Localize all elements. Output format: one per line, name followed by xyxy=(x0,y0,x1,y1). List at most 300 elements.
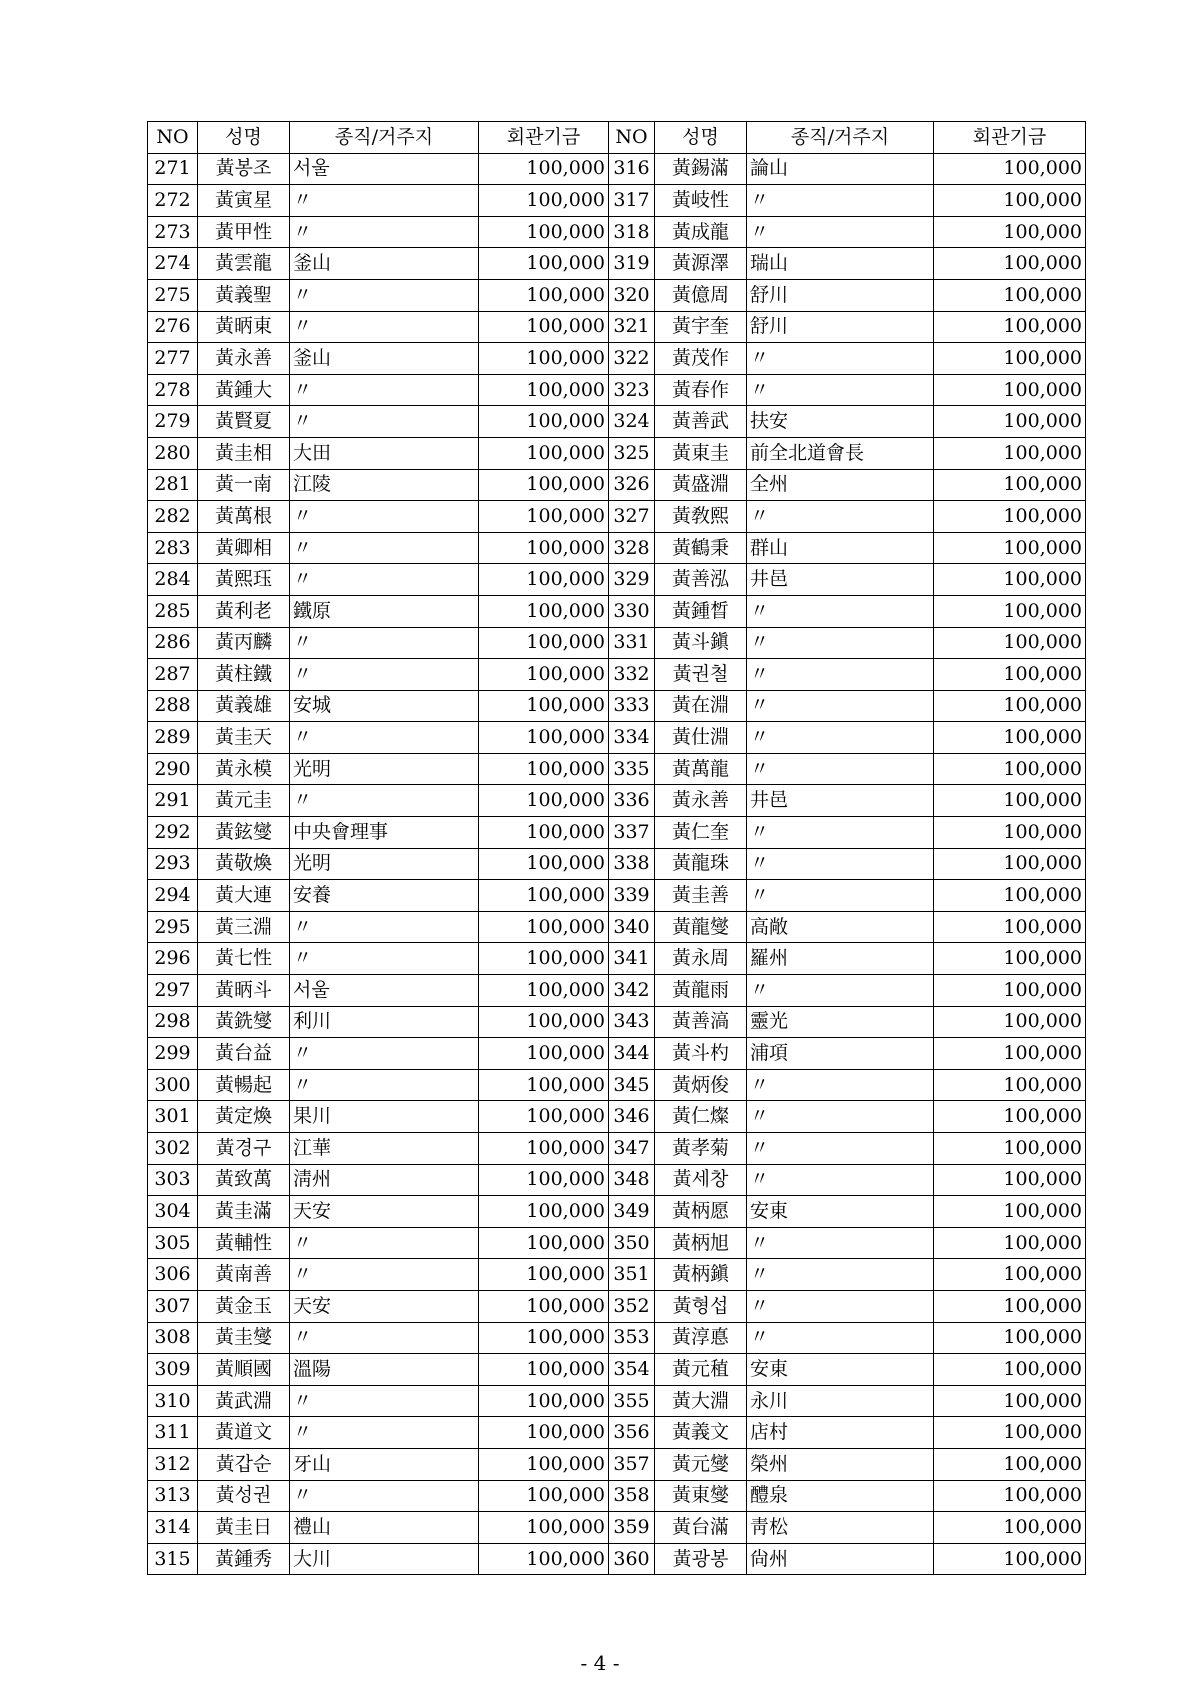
table-row xyxy=(148,659,1086,691)
cell-fund: 100,000 xyxy=(934,437,1086,469)
cell-location: 禮山 xyxy=(290,1512,479,1544)
cell-name: 黃경구 xyxy=(198,1133,290,1165)
cell-name: 黃龍珠 xyxy=(655,848,747,880)
cell-name: 黃善滈 xyxy=(655,1006,747,1038)
cell-fund: 100,000 xyxy=(479,469,609,501)
cell-fund: 100,000 xyxy=(479,975,609,1007)
cell-no: 304 xyxy=(148,1196,198,1228)
cell-no: 343 xyxy=(609,1006,655,1038)
cell-no: 275 xyxy=(148,279,198,311)
cell-no: 329 xyxy=(609,564,655,596)
cell-fund: 100,000 xyxy=(479,1069,609,1101)
cell-name: 黃茂作 xyxy=(655,343,747,375)
cell-fund: 100,000 xyxy=(934,248,1086,280)
cell-fund: 100,000 xyxy=(934,1448,1086,1480)
cell-fund: 100,000 xyxy=(479,1133,609,1165)
cell-fund: 100,000 xyxy=(479,216,609,248)
cell-fund: 100,000 xyxy=(934,374,1086,406)
cell-no: 299 xyxy=(148,1038,198,1070)
cell-location: 〃 xyxy=(747,1164,934,1196)
cell-no: 294 xyxy=(148,880,198,912)
cell-name: 黃仁燦 xyxy=(655,1101,747,1133)
cell-name: 黃銑燮 xyxy=(198,1006,290,1038)
table-row xyxy=(148,1069,1086,1101)
cell-location: 靑松 xyxy=(747,1512,934,1544)
cell-name: 黃권철 xyxy=(655,659,747,691)
cell-fund: 100,000 xyxy=(479,1322,609,1354)
cell-no: 298 xyxy=(148,1006,198,1038)
cell-location: 〃 xyxy=(290,1417,479,1449)
cell-name: 黃利老 xyxy=(198,595,290,627)
cell-location: 扶安 xyxy=(747,406,934,438)
cell-fund: 100,000 xyxy=(479,185,609,217)
cell-location: 永川 xyxy=(747,1385,934,1417)
table-row xyxy=(148,1290,1086,1322)
cell-location: 論山 xyxy=(747,153,934,185)
table-row xyxy=(148,374,1086,406)
table-row xyxy=(148,722,1086,754)
cell-fund: 100,000 xyxy=(934,753,1086,785)
cell-name: 黃義雄 xyxy=(198,690,290,722)
table-row xyxy=(148,279,1086,311)
cell-no: 300 xyxy=(148,1069,198,1101)
cell-no: 336 xyxy=(609,785,655,817)
cell-location: 〃 xyxy=(747,343,934,375)
cell-fund: 100,000 xyxy=(479,564,609,596)
cell-fund: 100,000 xyxy=(479,595,609,627)
cell-location: 尙州 xyxy=(747,1543,934,1575)
cell-fund: 100,000 xyxy=(934,975,1086,1007)
cell-fund: 100,000 xyxy=(934,1512,1086,1544)
cell-fund: 100,000 xyxy=(934,785,1086,817)
cell-fund: 100,000 xyxy=(479,1385,609,1417)
cell-location: 牙山 xyxy=(290,1448,479,1480)
cell-location: 〃 xyxy=(747,753,934,785)
table-row xyxy=(148,975,1086,1007)
cell-name: 黃斗鎭 xyxy=(655,627,747,659)
cell-location: 〃 xyxy=(747,627,934,659)
cell-location: 〃 xyxy=(747,1290,934,1322)
cell-location: 〃 xyxy=(747,1259,934,1291)
table-row xyxy=(148,1543,1086,1575)
cell-no: 345 xyxy=(609,1069,655,1101)
cell-fund: 100,000 xyxy=(479,817,609,849)
table-row xyxy=(148,1385,1086,1417)
cell-name: 黃南善 xyxy=(198,1259,290,1291)
cell-fund: 100,000 xyxy=(934,1196,1086,1228)
cell-name: 黃炳俊 xyxy=(655,1069,747,1101)
cell-location: 〃 xyxy=(747,216,934,248)
cell-no: 349 xyxy=(609,1196,655,1228)
table-header xyxy=(148,122,1086,154)
cell-no: 307 xyxy=(148,1290,198,1322)
cell-name: 黃광봉 xyxy=(655,1543,747,1575)
cell-location: 〃 xyxy=(747,374,934,406)
cell-no: 289 xyxy=(148,722,198,754)
table-row xyxy=(148,1038,1086,1070)
cell-name: 黃丙麟 xyxy=(198,627,290,659)
cell-no: 314 xyxy=(148,1512,198,1544)
cell-location: 〃 xyxy=(290,501,479,533)
cell-no: 347 xyxy=(609,1133,655,1165)
cell-no: 339 xyxy=(609,880,655,912)
table-row xyxy=(148,343,1086,375)
cell-no: 358 xyxy=(609,1480,655,1512)
cell-no: 337 xyxy=(609,817,655,849)
cell-location: 榮州 xyxy=(747,1448,934,1480)
cell-location: 果川 xyxy=(290,1101,479,1133)
cell-no: 344 xyxy=(609,1038,655,1070)
cell-no: 351 xyxy=(609,1259,655,1291)
cell-name: 黃成龍 xyxy=(655,216,747,248)
cell-location: 〃 xyxy=(290,1322,479,1354)
cell-name: 黃鍾秀 xyxy=(198,1543,290,1575)
cell-name: 黃善武 xyxy=(655,406,747,438)
cell-location: 서울 xyxy=(290,153,479,185)
cell-location: 井邑 xyxy=(747,564,934,596)
cell-no: 315 xyxy=(148,1543,198,1575)
cell-location: 〃 xyxy=(290,374,479,406)
cell-location: 溫陽 xyxy=(290,1354,479,1386)
cell-name: 黃台益 xyxy=(198,1038,290,1070)
table-row xyxy=(148,690,1086,722)
cell-name: 黃大連 xyxy=(198,880,290,912)
cell-location: 〃 xyxy=(747,975,934,1007)
cell-name: 黃台滿 xyxy=(655,1512,747,1544)
cell-name: 黃圭善 xyxy=(655,880,747,912)
cell-location: 利川 xyxy=(290,1006,479,1038)
cell-no: 288 xyxy=(148,690,198,722)
cell-name: 黃錫滿 xyxy=(655,153,747,185)
cell-no: 308 xyxy=(148,1322,198,1354)
cell-no: 330 xyxy=(609,595,655,627)
table-row xyxy=(148,1512,1086,1544)
cell-fund: 100,000 xyxy=(934,1069,1086,1101)
cell-fund: 100,000 xyxy=(479,1196,609,1228)
cell-name: 黃형섭 xyxy=(655,1290,747,1322)
cell-location: 醴泉 xyxy=(747,1480,934,1512)
cell-fund: 100,000 xyxy=(479,1512,609,1544)
cell-location: 全州 xyxy=(747,469,934,501)
cell-no: 309 xyxy=(148,1354,198,1386)
cell-name: 黃敎熙 xyxy=(655,501,747,533)
cell-no: 341 xyxy=(609,943,655,975)
cell-name: 黃輔性 xyxy=(198,1227,290,1259)
table-row xyxy=(148,1227,1086,1259)
cell-location: 前全北道會長 xyxy=(747,437,934,469)
cell-fund: 100,000 xyxy=(479,501,609,533)
cell-location: 光明 xyxy=(290,848,479,880)
header-row xyxy=(148,122,1086,154)
cell-name: 黃盛淵 xyxy=(655,469,747,501)
cell-fund: 100,000 xyxy=(479,343,609,375)
cell-fund: 100,000 xyxy=(934,311,1086,343)
cell-no: 360 xyxy=(609,1543,655,1575)
cell-name: 黃圭滿 xyxy=(198,1196,290,1228)
cell-fund: 100,000 xyxy=(934,279,1086,311)
cell-location: 天安 xyxy=(290,1290,479,1322)
cell-name: 黃鉉燮 xyxy=(198,817,290,849)
cell-name: 黃義聖 xyxy=(198,279,290,311)
cell-name: 黃金玉 xyxy=(198,1290,290,1322)
table-row xyxy=(148,753,1086,785)
cell-fund: 100,000 xyxy=(479,1164,609,1196)
cell-fund: 100,000 xyxy=(934,1038,1086,1070)
cell-location: 〃 xyxy=(290,1385,479,1417)
table-row xyxy=(148,532,1086,564)
cell-name: 黃圭日 xyxy=(198,1512,290,1544)
cell-name: 黃元燮 xyxy=(655,1448,747,1480)
table-row xyxy=(148,406,1086,438)
cell-location: 舒川 xyxy=(747,311,934,343)
cell-location: 〃 xyxy=(290,279,479,311)
cell-no: 311 xyxy=(148,1417,198,1449)
cell-fund: 100,000 xyxy=(479,437,609,469)
cell-fund: 100,000 xyxy=(479,279,609,311)
cell-fund: 100,000 xyxy=(479,943,609,975)
cell-no: 302 xyxy=(148,1133,198,1165)
cell-location: 〃 xyxy=(747,501,934,533)
cell-fund: 100,000 xyxy=(934,690,1086,722)
cell-fund: 100,000 xyxy=(934,1101,1086,1133)
cell-location: 〃 xyxy=(747,185,934,217)
cell-no: 327 xyxy=(609,501,655,533)
cell-name: 黃宇奎 xyxy=(655,311,747,343)
cell-name: 黃斗杓 xyxy=(655,1038,747,1070)
cell-fund: 100,000 xyxy=(479,1259,609,1291)
cell-no: 306 xyxy=(148,1259,198,1291)
table-row xyxy=(148,785,1086,817)
table-row xyxy=(148,1101,1086,1133)
cell-no: 334 xyxy=(609,722,655,754)
cell-no: 355 xyxy=(609,1385,655,1417)
cell-no: 287 xyxy=(148,659,198,691)
cell-fund: 100,000 xyxy=(479,1417,609,1449)
table-row xyxy=(148,564,1086,596)
cell-no: 276 xyxy=(148,311,198,343)
cell-no: 291 xyxy=(148,785,198,817)
cell-fund: 100,000 xyxy=(934,659,1086,691)
cell-location: 〃 xyxy=(747,722,934,754)
table-row xyxy=(148,627,1086,659)
table-row xyxy=(148,880,1086,912)
cell-name: 黃大淵 xyxy=(655,1385,747,1417)
header-no-right: NO xyxy=(609,122,655,154)
cell-name: 黃道文 xyxy=(198,1417,290,1449)
cell-no: 295 xyxy=(148,911,198,943)
cell-no: 324 xyxy=(609,406,655,438)
cell-fund: 100,000 xyxy=(479,659,609,691)
cell-name: 黃億周 xyxy=(655,279,747,311)
cell-no: 357 xyxy=(609,1448,655,1480)
cell-fund: 100,000 xyxy=(934,1133,1086,1165)
cell-fund: 100,000 xyxy=(479,627,609,659)
cell-no: 318 xyxy=(609,216,655,248)
cell-location: 安東 xyxy=(747,1354,934,1386)
cell-fund: 100,000 xyxy=(934,532,1086,564)
cell-name: 黃孝菊 xyxy=(655,1133,747,1165)
cell-no: 272 xyxy=(148,185,198,217)
cell-location: 〃 xyxy=(290,659,479,691)
table-row xyxy=(148,1133,1086,1165)
cell-no: 283 xyxy=(148,532,198,564)
cell-fund: 100,000 xyxy=(934,153,1086,185)
cell-location: 서울 xyxy=(290,975,479,1007)
header-no-left: NO xyxy=(148,122,198,154)
cell-name: 黃元圭 xyxy=(198,785,290,817)
cell-no: 359 xyxy=(609,1512,655,1544)
cell-name: 黃봉조 xyxy=(198,153,290,185)
cell-fund: 100,000 xyxy=(934,216,1086,248)
cell-fund: 100,000 xyxy=(479,722,609,754)
table-row xyxy=(148,153,1086,185)
table-row xyxy=(148,1417,1086,1449)
cell-fund: 100,000 xyxy=(934,469,1086,501)
cell-name: 黃寅星 xyxy=(198,185,290,217)
cell-name: 黃龍雨 xyxy=(655,975,747,1007)
cell-fund: 100,000 xyxy=(479,1448,609,1480)
cell-location: 淸州 xyxy=(290,1164,479,1196)
cell-fund: 100,000 xyxy=(479,690,609,722)
cell-no: 312 xyxy=(148,1448,198,1480)
cell-name: 黃甲性 xyxy=(198,216,290,248)
cell-name: 黃熙珏 xyxy=(198,564,290,596)
cell-fund: 100,000 xyxy=(479,848,609,880)
cell-fund: 100,000 xyxy=(934,1385,1086,1417)
cell-fund: 100,000 xyxy=(934,595,1086,627)
cell-no: 348 xyxy=(609,1164,655,1196)
cell-no: 332 xyxy=(609,659,655,691)
cell-no: 293 xyxy=(148,848,198,880)
table-row xyxy=(148,1322,1086,1354)
cell-fund: 100,000 xyxy=(479,1227,609,1259)
cell-no: 325 xyxy=(609,437,655,469)
cell-fund: 100,000 xyxy=(934,1290,1086,1322)
cell-no: 342 xyxy=(609,975,655,1007)
cell-name: 黃龍燮 xyxy=(655,911,747,943)
cell-location: 〃 xyxy=(290,1259,479,1291)
cell-no: 320 xyxy=(609,279,655,311)
cell-location: 〃 xyxy=(290,785,479,817)
cell-name: 黃圭相 xyxy=(198,437,290,469)
cell-location: 〃 xyxy=(290,532,479,564)
cell-fund: 100,000 xyxy=(479,1038,609,1070)
cell-no: 271 xyxy=(148,153,198,185)
cell-fund: 100,000 xyxy=(479,374,609,406)
cell-no: 338 xyxy=(609,848,655,880)
cell-no: 321 xyxy=(609,311,655,343)
cell-name: 黃義文 xyxy=(655,1417,747,1449)
cell-location: 〃 xyxy=(747,1069,934,1101)
cell-no: 274 xyxy=(148,248,198,280)
header-fund-right: 회관기금 xyxy=(934,122,1086,154)
cell-name: 黃七性 xyxy=(198,943,290,975)
cell-name: 黃永模 xyxy=(198,753,290,785)
cell-location: 〃 xyxy=(290,943,479,975)
cell-name: 黃岐性 xyxy=(655,185,747,217)
cell-location: 瑞山 xyxy=(747,248,934,280)
cell-fund: 100,000 xyxy=(479,1480,609,1512)
table-row xyxy=(148,911,1086,943)
cell-location: 舒川 xyxy=(747,279,934,311)
cell-fund: 100,000 xyxy=(934,1006,1086,1038)
table-row xyxy=(148,248,1086,280)
cell-location: 安東 xyxy=(747,1196,934,1228)
cell-name: 黃東燮 xyxy=(655,1480,747,1512)
cell-no: 285 xyxy=(148,595,198,627)
table-row xyxy=(148,437,1086,469)
cell-name: 黃卿相 xyxy=(198,532,290,564)
cell-name: 黃暢起 xyxy=(198,1069,290,1101)
cell-fund: 100,000 xyxy=(934,406,1086,438)
cell-name: 黃仕淵 xyxy=(655,722,747,754)
table-row xyxy=(148,185,1086,217)
cell-name: 黃柄愿 xyxy=(655,1196,747,1228)
cell-location: 〃 xyxy=(747,817,934,849)
page-number: - 4 - xyxy=(580,1651,620,1675)
cell-location: 靈光 xyxy=(747,1006,934,1038)
cell-fund: 100,000 xyxy=(479,911,609,943)
cell-location: 〃 xyxy=(747,659,934,691)
cell-name: 黃昞東 xyxy=(198,311,290,343)
cell-name: 黃鍾大 xyxy=(198,374,290,406)
cell-location: 〃 xyxy=(290,216,479,248)
cell-location: 〃 xyxy=(290,185,479,217)
cell-name: 黃萬龍 xyxy=(655,753,747,785)
table-row xyxy=(148,501,1086,533)
cell-name: 黃三淵 xyxy=(198,911,290,943)
cell-no: 282 xyxy=(148,501,198,533)
cell-location: 〃 xyxy=(290,1069,479,1101)
cell-name: 黃세창 xyxy=(655,1164,747,1196)
cell-no: 326 xyxy=(609,469,655,501)
cell-name: 黃성권 xyxy=(198,1480,290,1512)
cell-no: 305 xyxy=(148,1227,198,1259)
cell-name: 黃雲龍 xyxy=(198,248,290,280)
table-row xyxy=(148,469,1086,501)
cell-fund: 100,000 xyxy=(479,880,609,912)
cell-no: 333 xyxy=(609,690,655,722)
cell-no: 296 xyxy=(148,943,198,975)
cell-no: 301 xyxy=(148,1101,198,1133)
cell-location: 〃 xyxy=(747,1322,934,1354)
table-row xyxy=(148,1354,1086,1386)
cell-location: 〃 xyxy=(747,880,934,912)
table-row xyxy=(148,1006,1086,1038)
cell-location: 〃 xyxy=(290,1038,479,1070)
cell-name: 黃源澤 xyxy=(655,248,747,280)
cell-no: 354 xyxy=(609,1354,655,1386)
cell-fund: 100,000 xyxy=(479,532,609,564)
cell-location: 〃 xyxy=(290,311,479,343)
cell-fund: 100,000 xyxy=(479,1290,609,1322)
cell-no: 353 xyxy=(609,1322,655,1354)
cell-no: 331 xyxy=(609,627,655,659)
cell-location: 〃 xyxy=(290,1227,479,1259)
cell-no: 323 xyxy=(609,374,655,406)
header-location-right: 종직/거주지 xyxy=(747,122,934,154)
cell-no: 277 xyxy=(148,343,198,375)
cell-name: 黃永善 xyxy=(655,785,747,817)
cell-no: 319 xyxy=(609,248,655,280)
cell-name: 黃柱鐵 xyxy=(198,659,290,691)
cell-location: 大川 xyxy=(290,1543,479,1575)
cell-location: 〃 xyxy=(290,911,479,943)
cell-fund: 100,000 xyxy=(479,153,609,185)
cell-no: 303 xyxy=(148,1164,198,1196)
cell-location: 〃 xyxy=(290,627,479,659)
cell-fund: 100,000 xyxy=(934,627,1086,659)
